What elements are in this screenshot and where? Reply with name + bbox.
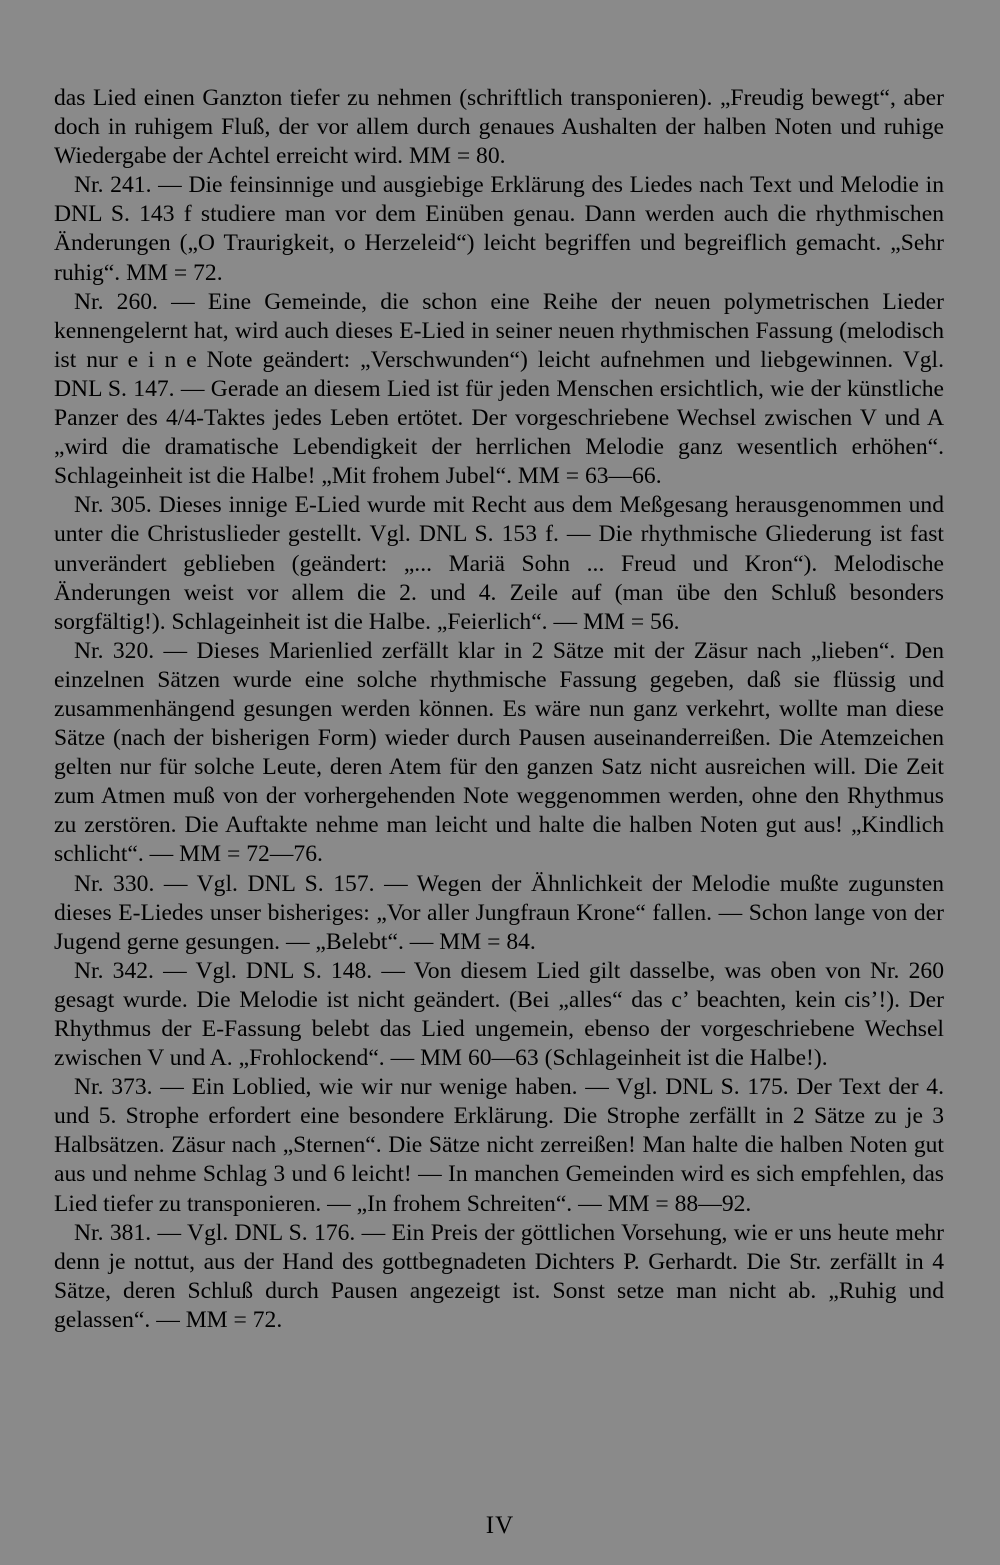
paragraph-nr-381: Nr. 381. — Vgl. DNL S. 176. — Ein Preis der göttlichen Vorsehung, wie er uns heute mehr denn je nottut, aus der Hand des gottbegnadeten Dichters P. Gerhardt. Die Str. zerfällt in 4 Sätze, deren Schluß durch Pausen angezeigt ist. Sonst setze man nicht ab. „Ruhig und gelassen“. — MM = 72. xyxy=(54,1219,944,1333)
paragraph-nr-241: Nr. 241. — Die feinsinnige und ausgiebige Erklärung des Liedes nach Text und Melodie in DNL S. 143 f studiere man vor dem Einüben genau. Dann werden auch die rhythmischen Änderungen („O Traurigkeit, o Herzeleid“) leicht begriffen und begreiflich gemacht. „Sehr ruhig“. MM = 72. xyxy=(54,172,944,286)
paragraph-continuation: das Lied einen Ganzton tiefer zu nehmen (schriftlich transponieren). „Freudig bewegt“, aber doch in ruhigem Fluß, der vor allem durch genaues Aushalten der halben Noten und ruhige Wiedergabe der Achtel erreicht wird. MM = 80. xyxy=(54,85,944,170)
page-number: IV xyxy=(485,1512,515,1539)
paragraph-nr-373: Nr. 373. — Ein Loblied, wie wir nur wenige haben. — Vgl. DNL S. 175. Der Text der 4. und 5. Strophe erfordert eine besondere Erklärung. Die Strophe zerfällt in 2 Sätze zu je 3 Halbsätzen. Zäsur nach „Sternen“. Die Sätze nicht zerreißen! Man halte die halben Noten gut aus und nehme Schlag 3 und 6 leicht! — In manchen Gemeinden wird es sich empfehlen, das Lied tiefer zu transponieren. — „In frohem Schreiten“. — MM = 88—92. xyxy=(54,1074,944,1217)
paragraph-nr-260: Nr. 260. — Eine Gemeinde, die schon eine Reihe der neuen polymetrischen Lieder kennengelernt hat, wird auch dieses E-Lied in seiner neuen rhythmischen Fassung (melodisch ist nur e i n e Note geändert: „Verschwunden“) leicht aufnehmen und liebgewinnen. Vgl. DNL S. 147. — Gerade an diesem Lied ist für jeden Menschen ersichtlich, wie der künstliche Panzer des 4/4-Taktes jedes Leben ertötet. Der vorgeschriebene Wechsel zwischen V und A „wird die dramatische Lebendigkeit der herrlichen Melodie ganz wesentlich erhöhen“. Schlageinheit ist die Halbe! „Mit frohem Jubel“. MM = 63—66. xyxy=(54,288,944,490)
paragraph-nr-330: Nr. 330. — Vgl. DNL S. 157. — Wegen der Ähnlichkeit der Melodie mußte zugunsten dieses E-Liedes unser bisheriges: „Vor aller Jungfraun Krone“ fallen. — Schon lange von der Jugend gerne gesungen. — „Belebt“. — MM = 84. xyxy=(54,870,944,955)
paragraph-nr-320: Nr. 320. — Dieses Marienlied zerfällt klar in 2 Sätze mit der Zäsur nach „lieben“. Den einzelnen Sätzen wurde eine solche rhythmische Fassung gegeben, daß sie flüssig und zusammenhängend gesungen werden können. Es wäre nun ganz verkehrt, wollte man diese Sätze (nach der bisherigen Form) wieder durch Pausen auseinanderreißen. Die Atemzeichen gelten nur für solche Leute, deren Atem für den ganzen Satz nicht ausreichen will. Die Zeit zum Atmen muß von der vorhergehenden Note weggenommen werden, ohne den Rhythmus zu zerstören. Die Auftakte nehme man leicht und halte die halben Noten gut aus! „Kindlich schlicht“. — MM = 72—76. xyxy=(54,637,944,868)
paragraph-nr-305: Nr. 305. Dieses innige E-Lied wurde mit Recht aus dem Meßgesang herausgenommen und unter die Christuslieder gestellt. Vgl. DNL S. 153 f. — Die rhythmische Gliederung ist fast unverändert geblieben (geändert: „... Mariä Sohn ... Freud und Kron“). Melodische Änderungen weist vor allem die 2. und 4. Zeile auf (man übe den Schluß besonders sorgfältig!). Schlageinheit ist die Halbe. „Feierlich“. — MM = 56. xyxy=(54,492,944,635)
paragraph-nr-342: Nr. 342. — Vgl. DNL S. 148. — Von diesem Lied gilt dasselbe, was oben von Nr. 260 gesagt wurde. Die Melodie ist nicht geändert. (Bei „alles“ das c’ beachten, kein cis’!). Der Rhythmus der E-Fassung belebt das Lied ungemein, ebenso der vorgeschriebene Wechsel zwischen V und A. „Frohlockend“. — MM 60—63 (Schlageinheit ist die Halbe!). xyxy=(54,957,944,1072)
body-text xyxy=(54,84,944,1335)
